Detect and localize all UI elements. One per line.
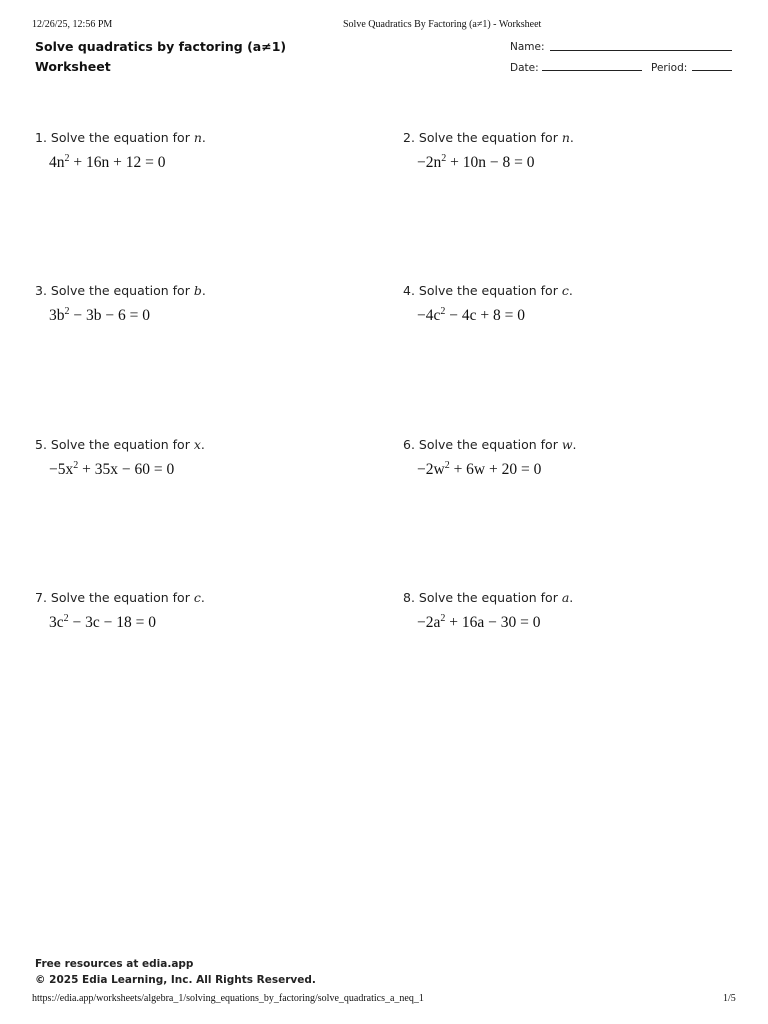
problem-3	[35, 283, 206, 325]
footer	[35, 956, 316, 988]
problem-2	[403, 130, 574, 172]
problem-4	[403, 283, 573, 325]
footer-resources: Free resources at edia.app	[35, 958, 194, 970]
problem-equation: $3c^2 - 3c - 18 = 0$	[49, 613, 156, 631]
worksheet-title: Solve quadratics by factoring (a≠1)	[35, 39, 287, 54]
problem-prompt: 2. Solve the equation for n.	[403, 130, 574, 145]
problem-equation: $-2n^2 + 10n - 8 = 0$	[417, 153, 535, 171]
page-number: 1/5	[723, 993, 736, 1004]
problem-prompt: 5. Solve the equation for x.	[35, 437, 205, 452]
problem-prompt: 7. Solve the equation for c.	[35, 590, 205, 605]
problem-7	[35, 590, 205, 632]
worksheet-title-block	[35, 37, 286, 77]
problem-5	[35, 437, 205, 479]
print-header	[32, 19, 738, 33]
problem-prompt: 6. Solve the equation for w.	[403, 437, 577, 452]
worksheet-subtitle: Worksheet	[35, 59, 111, 74]
date-line	[542, 70, 642, 71]
problem-equation: $4n^2 + 16n + 12 = 0$	[49, 153, 166, 171]
footer-copyright: © 2025 Edia Learning, Inc. All Rights Reserved.	[35, 974, 316, 986]
problem-prompt: 3. Solve the equation for b.	[35, 283, 206, 298]
problem-equation: $-5x^2 + 35x - 60 = 0$	[49, 460, 175, 478]
print-document-title: Solve Quadratics By Factoring (a≠1) - Worksheet	[343, 19, 542, 30]
problem-equation: $-2a^2 + 16a - 30 = 0$	[417, 613, 541, 631]
name-label: Name:	[510, 41, 545, 53]
period-label: Period:	[651, 62, 688, 74]
period-line	[692, 70, 732, 71]
problem-equation: $-4c^2 - 4c + 8 = 0$	[417, 306, 525, 324]
print-datetime: 12/26/25, 12:56 PM	[32, 19, 113, 30]
problem-6	[403, 437, 577, 479]
problem-1	[35, 130, 206, 172]
problem-8	[403, 590, 573, 632]
problem-prompt: 1. Solve the equation for n.	[35, 130, 206, 145]
print-url: https://edia.app/worksheets/algebra_1/solving_equations_by_factoring/solve_quadratics_a_neq_1	[32, 993, 424, 1004]
date-label: Date:	[510, 62, 539, 74]
problem-equation: $3b^2 - 3b - 6 = 0$	[49, 306, 150, 324]
name-line	[550, 50, 732, 51]
problem-prompt: 4. Solve the equation for c.	[403, 283, 573, 298]
problem-equation: $-2w^2 + 6w + 20 = 0$	[417, 460, 542, 478]
problem-prompt: 8. Solve the equation for a.	[403, 590, 574, 605]
